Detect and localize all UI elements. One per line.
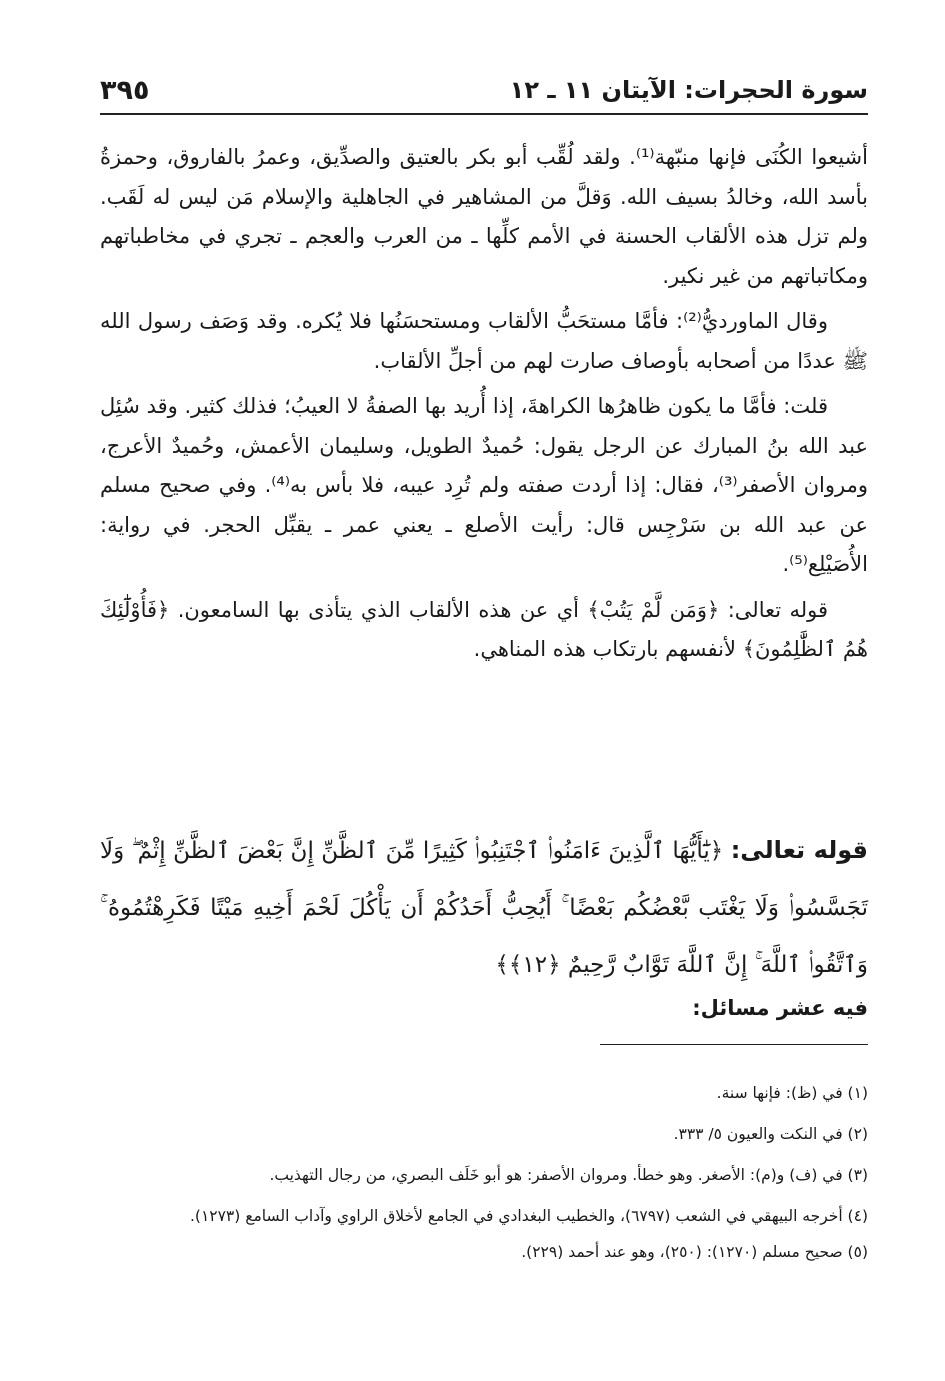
footnote-3: (٣) في (ف) و(م): الأصغر. وهو خطأ. ومروان الأصفر: هو أبو خَلَف البصري، من رجال التهذيب. [269,1166,868,1184]
page-number: ٣٩٥ [100,74,150,106]
footnote-separator [600,1044,868,1045]
section-heading: فيه عشر مسائل: [692,996,868,1020]
running-title: سورة الحجرات: الآيتان ١١ ـ ١٢ [509,76,868,104]
footnote-1: (١) في (ظ): فإنها سنة. [716,1084,868,1102]
quran-verse-block [100,822,868,994]
header-rule [100,113,868,115]
footnote-5: (٥) صحيح مسلم (١٢٧٠): (٢٥٠)، وهو عند أحمد (٢٢٩). [521,1243,868,1261]
paragraph-4: قوله تعالى: ﴿وَمَن لَّمْ يَتُبْ﴾ أي عن هذه الألقاب الذي يتأذى بها السامعون. ﴿فَأُوْلَٰٓئِكَ هُمُ ٱلظَّٰلِمُونَ﴾ لأنفسهم بارتكاب هذه المناهي. [100,597,868,661]
verse-text: ﴿يَٰٓأَيُّهَا ٱلَّذِينَ ءَامَنُوا۟ ٱجْتَنِبُوا۟ كَثِيرًا مِّنَ ٱلظَّنِّ إِنَّ بَعْضَ ٱلظَّنِّ إِثْمٌ ۖ وَلَا تَجَسَّسُوا۟ وَلَا يَغْتَب بَّعْضُكُم بَعْضًا ۚ أَيُحِبُّ أَحَدُكُمْ أَن يَأْكُلَ لَحْمَ أَخِيهِ مَيْتًا فَكَرِهْتُمُوهُ ۚ وَٱتَّقُوا۟ ٱللَّهَ ۚ إِنَّ ٱللَّهَ تَوَّابٌ رَّحِيمٌ ﴿١٢﴾﴾ [100,838,868,978]
paragraph-1: أشيعوا الكُنَى فإنها منبّهة⁽¹⁾. ولقد لُقِّب أبو بكر بالعتيق والصدِّيق، وعمرُ بالفاروق، وحمزةُ بأسد الله، وخالدُ بسيف الله. وَقلَّ من المشاهير في الجاهلية والإسلام مَن ليس له لَقَب. ولم تزل هذه الألقاب الحسنة في الأمم كلِّها ـ من العرب والعجم ـ تجري في مخاطباتهم ومكاتباتهم من غير نكير. [100,145,868,288]
footnote-2: (٢) في النكت والعيون ٥/ ٣٣٣. [673,1125,868,1143]
verse-lead: قوله تعالى: [730,836,868,864]
footnote-4: (٤) أخرجه البيهقي في الشعب (٦٧٩٧)، والخطيب البغدادي في الجامع لأخلاق الراوي وآداب السامع (١٢٧٣). [189,1207,868,1225]
paragraph-2: وقال الماورديُّ⁽²⁾: فأمَّا مستحَبُّ الألقاب ومستحسَنُها فلا يُكره. وقد وَصَف رسول الله ﷺ عددًا من أصحابه بأوصاف صارت لهم من أجلِّ الألقاب. [100,309,868,373]
running-header [100,68,868,112]
footnotes [100,1078,868,1278]
main-text [100,138,868,670]
paragraph-3: قلت: فأمَّا ما يكون ظاهرُها الكراهةَ، إذا أُريد بها الصفةُ لا العيبُ؛ فذلك كثير. وقد سُئِل عبد الله بنُ المبارك عن الرجل يقول: حُميدٌ الطويل، وسليمان الأعمش، وحُميدٌ الأعرج، ومروان الأصفر⁽³⁾، فقال: إذا أردت صفته ولم تُرِد عيبه، فلا بأس به⁽⁴⁾. وفي صحيح مسلم عن عبد الله بن سَرْجِس قال: رأيت الأصلع ـ يعني عمر ـ يقبِّل الحجر. في رواية: الأُصَيْلِع⁽⁵⁾. [100,394,869,576]
